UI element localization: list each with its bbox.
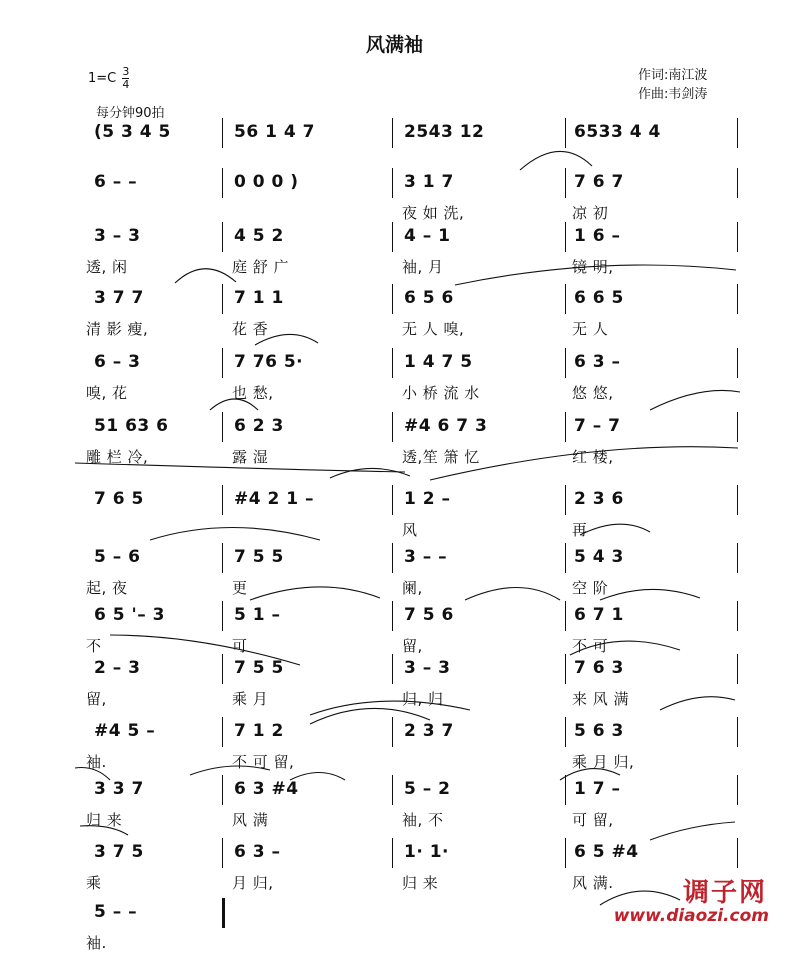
measure-lyrics: 归, 归 [402, 690, 444, 708]
measure-lyrics: 归 来 [402, 874, 439, 892]
measure-notes: 2 3 6 [574, 489, 624, 509]
measure-lyrics: 留, [86, 690, 107, 708]
measure-lyrics: 镜 明, [572, 258, 614, 276]
measure-lyrics: 雕 栏 冷, [86, 448, 149, 466]
measure-lyrics: 无 人 [572, 320, 609, 338]
slur [150, 528, 320, 541]
measure-notes: 6 6 5 [574, 288, 624, 308]
measure-notes: 3 – 3 [94, 226, 141, 246]
lyricist: 作词:南江波 [638, 68, 708, 83]
measure-notes: 1 2 – [404, 489, 451, 509]
slur [455, 265, 736, 285]
measure-lyrics: 悠 悠, [572, 384, 614, 402]
measure-lyrics: 乘 [86, 874, 102, 892]
measure-lyrics: 红 楼, [572, 448, 614, 466]
measure-notes: 2543 12 [404, 122, 485, 142]
measure-notes: 7 – 7 [574, 416, 621, 436]
measure-notes: 6 3 #4 [234, 779, 299, 799]
measure-notes: 2 3 7 [404, 721, 454, 741]
measure-lyrics: 袖, 月 [402, 258, 444, 276]
measure-lyrics: 露 湿 [232, 448, 269, 466]
measure-notes: 7 5 6 [404, 605, 454, 625]
slur [190, 766, 270, 775]
measure-lyrics: 乘 月 [232, 690, 269, 708]
measure-notes: 7 5 5 [234, 547, 284, 567]
measure-notes: 7 6 3 [574, 658, 624, 678]
song-title: 风满袖 [365, 34, 423, 56]
measure-notes: 7 5 5 [234, 658, 284, 678]
slur [330, 468, 410, 478]
measure-notes: 6 3 – [234, 842, 281, 862]
slur [210, 399, 258, 410]
slur [80, 826, 128, 835]
measure-lyrics: 透, 闲 [86, 258, 128, 276]
measure-lyrics: 更 [232, 579, 248, 597]
measure-lyrics: 留, [402, 637, 423, 655]
measure-lyrics: 不 [86, 637, 102, 655]
measure-notes: 3 7 5 [94, 842, 144, 862]
measure-notes: 2 – 3 [94, 658, 141, 678]
slur [650, 390, 740, 410]
measure-notes: 7 6 7 [574, 172, 624, 192]
measure-lyrics: 袖. [86, 934, 107, 952]
slur [175, 269, 236, 283]
slur [110, 635, 300, 665]
slur [290, 773, 345, 781]
measure-lyrics: 庭 舒 广 [232, 258, 290, 276]
measure-notes: 5 4 3 [574, 547, 624, 567]
slur [660, 697, 735, 710]
measure-lyrics: 乘 月 归, [572, 753, 635, 771]
measure-lyrics: 归 来 [86, 811, 123, 829]
measure-lyrics: 也 愁, [232, 384, 274, 402]
measure-notes: 6 – 3 [94, 352, 141, 372]
measure-lyrics: 可 留, [572, 811, 614, 829]
tempo-marking: 每分钟90拍 [96, 106, 165, 121]
measure-lyrics: 来 风 满 [572, 690, 630, 708]
slur [580, 524, 650, 535]
slur [465, 588, 560, 601]
slur [255, 334, 318, 345]
measure-notes: 3 – 3 [404, 658, 451, 678]
measure-notes: 0 0 0 ) [234, 172, 299, 192]
watermark-url: www.diaozi.com [613, 906, 769, 926]
measure-notes: 7 1 1 [234, 288, 284, 308]
composer: 作曲:韦剑涛 [638, 87, 708, 102]
measure-notes: 5 6 3 [574, 721, 624, 741]
slur [310, 701, 470, 715]
measure-notes: 6 7 1 [574, 605, 624, 625]
slur [75, 463, 405, 472]
measure-lyrics: 空 阶 [572, 579, 609, 597]
measure-notes: 3 7 7 [94, 288, 144, 308]
measure-lyrics: 清 影 瘦, [86, 320, 149, 338]
measure-notes: 6 5 #4 [574, 842, 639, 862]
measure-lyrics: 嗅, 花 [86, 384, 128, 402]
measure-lyrics: 袖. [86, 753, 107, 771]
measure-notes: 5 – – [94, 902, 138, 922]
measure-notes: 6 3 – [574, 352, 621, 372]
time-sig-denominator: 4 [122, 78, 130, 91]
measure-notes: 3 1 7 [404, 172, 454, 192]
measure-notes: 7 1 2 [234, 721, 284, 741]
measure-notes: 51 63 6 [94, 416, 169, 436]
measure-notes: 6533 4 4 [574, 122, 661, 142]
measure-notes: 5 – 2 [404, 779, 451, 799]
measure-notes: 7 76 5· [234, 352, 304, 372]
measure-lyrics: 阑, [402, 579, 423, 597]
measure-notes: #4 2 1 – [234, 489, 314, 509]
slur [600, 891, 680, 905]
measure-notes: 6 5 '– 3 [94, 605, 165, 625]
time-sig-numerator: 3 [122, 65, 130, 78]
slur [570, 641, 680, 655]
measure-lyrics: 月 归, [232, 874, 274, 892]
slur [560, 769, 620, 780]
slur [600, 589, 700, 600]
measure-notes: 1 4 7 5 [404, 352, 473, 372]
measure-notes: 5 – 6 [94, 547, 141, 567]
measure-notes: 1 6 – [574, 226, 621, 246]
measure-notes: 6 2 3 [234, 416, 284, 436]
measure-lyrics: 可 [232, 637, 248, 655]
measure-lyrics: 再 [572, 521, 588, 539]
watermark-logo: 调子网 [682, 878, 767, 908]
measure-notes: 4 – 1 [404, 226, 451, 246]
measure-lyrics: 不 可 留, [232, 753, 295, 771]
measure-notes: 6 – – [94, 172, 138, 192]
measure-notes: 6 5 6 [404, 288, 454, 308]
measure-notes: (5 3 4 5 [94, 122, 171, 142]
slur [310, 708, 430, 724]
measure-lyrics: 不 可 [572, 637, 609, 655]
measure-lyrics: 风 满 [232, 811, 269, 829]
measure-lyrics: 无 人 嗅, [402, 320, 465, 338]
measure-lyrics: 夜 如 洗, [402, 204, 465, 222]
measure-notes: #4 6 7 3 [404, 416, 488, 436]
measure-notes: 56 1 4 7 [234, 122, 315, 142]
measure-lyrics: 凉 初 [572, 204, 609, 222]
measure-notes: 1· 1· [404, 842, 449, 862]
measure-notes: #4 5 – [94, 721, 156, 741]
measure-notes: 7 6 5 [94, 489, 144, 509]
measure-notes: 4 5 2 [234, 226, 284, 246]
measure-notes: 3 – – [404, 547, 448, 567]
slur [430, 447, 738, 480]
slur [250, 587, 380, 600]
slur [520, 151, 592, 170]
measure-lyrics: 风 [402, 521, 418, 539]
slur [650, 822, 735, 840]
key-label: 1=C [88, 71, 117, 86]
measure-lyrics: 风 满. [572, 874, 614, 892]
measure-lyrics: 透,笙 箫 忆 [402, 448, 480, 466]
measure-lyrics: 小 桥 流 水 [402, 384, 480, 402]
measure-notes: 3 3 7 [94, 779, 144, 799]
measure-notes: 1 7 – [574, 779, 621, 799]
slur [75, 768, 110, 781]
measure-notes: 5 1 – [234, 605, 281, 625]
measure-lyrics: 花 香 [232, 320, 269, 338]
measure-lyrics: 袖, 不 [402, 811, 444, 829]
measure-lyrics: 起, 夜 [86, 579, 128, 597]
